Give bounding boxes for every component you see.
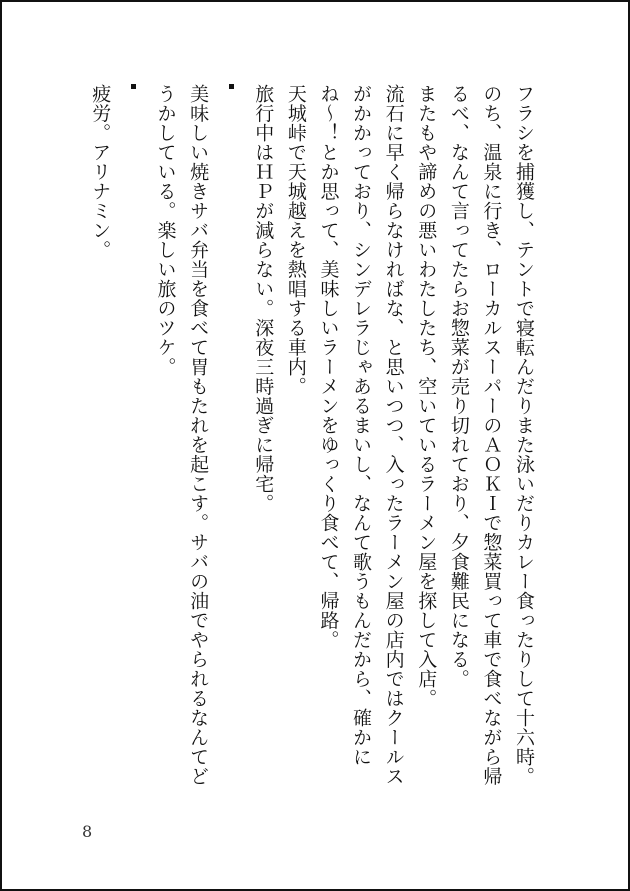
section-divider-2 (116, 84, 149, 824)
page-number: 8 (82, 822, 93, 841)
bullet-icon (229, 84, 234, 89)
text-line-8: 天城峠で天城越えを熱唱する車内。 (284, 84, 307, 396)
text-line-2: のち、温泉に行き、ローカルスーパーのＡＯＫＩで惣菜買って車で食べながら帰 (480, 84, 503, 786)
text-line-4: またもや諦めの悪いわたしたち、空いているラーメン屋を探して入店。 (415, 84, 438, 708)
text-line-9: 旅行中はＨＰが減らない。深夜三時過ぎに帰宅。 (252, 84, 275, 513)
text-line-1: フラシを捕獲し、テントで寝転んだりまた泳いだりカレー食ったりして十六時。 (513, 84, 535, 786)
vertical-text-body (89, 84, 540, 824)
bullet-icon (131, 84, 136, 89)
text-line-7: ね～！とか思って、美味しいラーメンをゆっくり食べて、帰路。 (317, 84, 340, 650)
text-line-6: がかかっており、シンデレラじゃあるまいし、なんて歌うもんだから、確かに (350, 84, 373, 767)
text-line-5: 流石に早く帰らなければな、と思いつつ、入ったラーメン屋の店内ではクールス (382, 84, 405, 786)
text-line-11: うかしている。楽しい旅のツケ。 (154, 84, 177, 377)
text-line-3: るべ、なんて言ってたらお惣菜が売り切れており、夕食難民になる。 (447, 84, 470, 689)
text-line-12: 疲労。アリナミン。 (89, 84, 112, 260)
section-divider-1 (214, 84, 247, 824)
text-line-10: 美味しい焼きサバ弁当を食べて胃もたれを起こす。サバの油でやられるなんてど (187, 84, 210, 786)
